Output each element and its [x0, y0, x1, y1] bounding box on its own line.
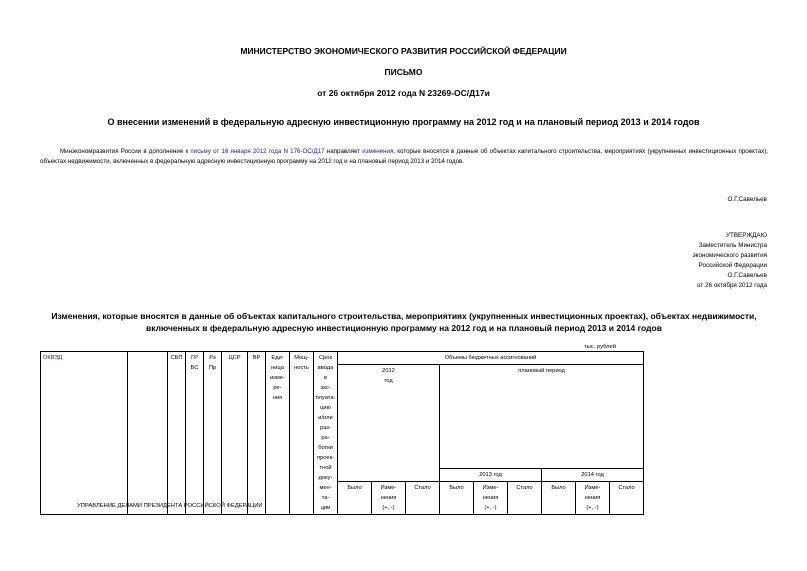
col-was-2014: Было [542, 482, 576, 515]
col-rz: Рз [209, 355, 216, 361]
annex-title: Изменения, которые вносятся в данные об объектах капитального строительства, мероприятиях (укрупненных инвестиционных проектах), объектах недвижимости, включенных в федеральную адресную инвестиционную программу на 2012 год и на плановый период 2013 и 2014 годов [51, 311, 757, 333]
col-change-2013: Изме- нения (+, -) [474, 482, 508, 515]
approve-line: экономического развития [692, 252, 767, 259]
paragraph-text-mid: направляет [324, 148, 363, 155]
col-csr: ЦСР [222, 352, 248, 515]
footer-organization: УПРАВЛЕНИЕ ДЕЛАМИ ПРЕЗИДЕНТА РОССИЙСКОЙ ФЕДЕРАЦИИ [77, 503, 263, 509]
col-term: Срок ввода в экс- плуата- цию и/или раз- ра- ботки проек- тной доку- мен- та- ции [314, 352, 338, 515]
col-2014: 2014 год [542, 469, 644, 482]
col-became-2012: Стало [406, 482, 440, 515]
col-became-2014: Стало [610, 482, 644, 515]
col-gr-bs [186, 352, 204, 515]
signature: О.Г.Савельев [727, 196, 767, 203]
link-previous-letter[interactable]: письму от 16 января 2012 года N 176-ОС/Д17 [190, 148, 325, 155]
col-okved: ОКВЭД [41, 352, 128, 515]
ministry-title: МИНИСТЕРСТВО ЭКОНОМИЧЕСКОГО РАЗВИТИЯ РОССИЙСКОЙ ФЕДЕРАЦИИ [240, 46, 567, 56]
col-rz-pr [204, 352, 222, 515]
approve-line: О.Г.Савельев [727, 272, 767, 279]
col-2012: 2012 год [338, 365, 440, 482]
col-was-2012: Было [338, 482, 372, 515]
col-budget: Объемы бюджетных ассигнований [338, 352, 644, 365]
col-gr: ГР [191, 355, 198, 361]
col-planned: плановый период [440, 365, 644, 469]
col-bs: БС [190, 365, 199, 371]
link-changes[interactable]: изменения [362, 148, 394, 155]
changes-table [40, 351, 644, 515]
col-capacity: Мощ- ность [290, 352, 314, 515]
col-was-2013: Было [440, 482, 474, 515]
body-paragraph [40, 147, 768, 167]
col-change-2012: Изме- нения (+, -) [372, 482, 406, 515]
paragraph-text-end: , которые вносятся в данные об объектах капитального строительства, мероприятиях (укрупненных инвестиционных проектах), объектах недвижимости, включенных в федеральную адресную инвестиционную программу на 2012 год и на плановый период 2013 и 2014 годов. [40, 148, 769, 165]
document-subject: О внесении изменений в федеральную адресную инвестиционную программу на 2012 год и на плановый период 2013 и 2014 годов [107, 117, 700, 127]
col-unit: Еди- ница изме- ре- ния [266, 352, 290, 515]
col-pr: Пр [208, 365, 217, 371]
approve-line: Российской Федерации [698, 262, 767, 269]
col-sbp: СБП [168, 352, 186, 515]
approve-line: Заместитель Министра [698, 242, 767, 249]
approve-line: от 26 октября 2012 года [696, 282, 767, 289]
paragraph-text-start: Минэкономразвития России в дополнение к [60, 148, 191, 155]
col-change-2014: Изме- нения (+, -) [576, 482, 610, 515]
document-type: ПИСЬМО [384, 67, 423, 77]
col-empty [128, 352, 168, 515]
unit-label: тыс. рублей [584, 344, 616, 350]
col-2013: 2013 год [440, 469, 542, 482]
approval-block [692, 231, 767, 291]
col-became-2013: Стало [508, 482, 542, 515]
approve-line: УТВЕРЖДАЮ [725, 232, 767, 239]
document-date-number: от 26 октября 2012 года N 23269-ОС/Д17и [317, 88, 490, 98]
col-vr: ВР [248, 352, 266, 515]
